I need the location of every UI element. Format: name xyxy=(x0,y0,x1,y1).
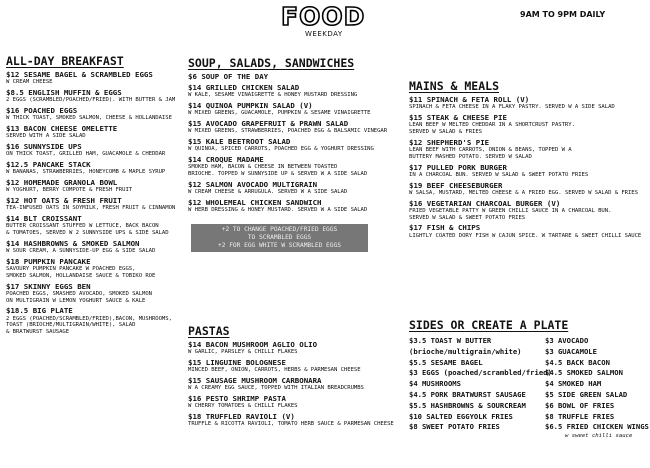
menu-item-name: $12 HOT OATS & FRESH FRUIT xyxy=(6,196,122,205)
menu-item xyxy=(6,239,184,255)
menu-item xyxy=(6,306,184,336)
menu-item xyxy=(409,199,647,222)
menu-item-description: W THICK TOAST, SMOKED SALMON, CHEESE & HOLLANDAISE xyxy=(6,115,172,122)
menu-item-description: SAVOURY PUMPKIN PANCAKE W POACHED EGGS, xyxy=(6,266,136,272)
menu-item xyxy=(6,282,184,305)
menu-item-name: $18 PUMPKIN PANCAKE xyxy=(6,256,91,266)
side-item: $5.5 HASHBROWNS & SOURCREAM xyxy=(409,400,526,410)
side-item: $6 BOWL OF FRIES xyxy=(545,400,615,410)
menu-item-name: $16 POACHED EGGS xyxy=(6,106,78,115)
side-item: $4.5 BACK BACON xyxy=(545,357,610,367)
menu-item-description: W CREAM CHEESE xyxy=(6,79,53,86)
menu-item-description: W QUINOA, SPICED CARROTS, POACHED EGG & YOGHURT DRESSING xyxy=(188,146,374,153)
menu-item xyxy=(6,70,184,86)
menu-item-name: $17 FISH & CHIPS xyxy=(409,223,481,233)
side-item: $4.5 PORK BRATWURST SAUSAGE xyxy=(409,389,526,399)
menu-item xyxy=(188,83,403,99)
menu-item-name: $13 BACON CHEESE OMELETTE xyxy=(6,124,118,133)
side-item: $4.5 SMOKED SALMON xyxy=(545,368,623,378)
menu-item-name: $14 BACON MUSHROOM AGLIO OLIO xyxy=(188,340,318,349)
menu-item-description: W MIXED GREENS, STRAWBERRIES, POACHED EGG & BALSAMIC VINEGAR xyxy=(188,128,388,135)
menu-item-name: $15 AVOCADO GRAPEFRUIT & PRAWN SALAD xyxy=(188,119,349,129)
side-item: $8 TRUFFLE FRIES xyxy=(545,411,615,421)
side-item: $5.5 SESAME BAGEL xyxy=(409,357,483,367)
menu-item-description: POACHED EGGS, SMASHED AVOCADO, SMOKED SALMON xyxy=(6,290,152,297)
menu-item xyxy=(6,88,184,104)
side-item: $6.5 FRIED CHICKEN WINGS xyxy=(545,422,649,432)
menu-item-name: $19 BEEF CHEESEBURGER xyxy=(409,180,503,190)
menu-item xyxy=(188,72,403,81)
menu-item-name: $17 PULLED PORK BURGER xyxy=(409,162,507,172)
menu-item-description: IN A CHARCOAL BUN. SERVED W SALAD & SWEET POTATO FRIES xyxy=(409,171,589,178)
menu-item-name: $14 CROQUE MADAME xyxy=(188,155,264,165)
side-item: (brioche/multigrain/white) xyxy=(409,346,522,356)
menu-item xyxy=(188,376,403,392)
menu-item-name: $16 PESTO SHRIMP PASTA xyxy=(188,394,286,403)
menu-item xyxy=(188,101,403,117)
menu-item-name: $14 BLT CROISSANT xyxy=(6,214,82,223)
section-title-pastas: PASTAS xyxy=(188,324,230,338)
menu-item-description: SMOKED SALMON, HOLLANDAISE SAUCE & TOBIKO ROE xyxy=(6,272,156,279)
menu-item xyxy=(188,119,403,135)
menu-item-name: $14 QUINOA PUMPKIN SALAD (V) xyxy=(188,101,313,111)
menu-item-name: $12 SESAME BAGEL & SCRAMBLED EGGS xyxy=(6,70,153,79)
menu-item xyxy=(6,257,184,280)
menu-item-description: BRIOCHE. TOPPED W SUNNYSIDE UP & SERVED W A SIDE SALAD xyxy=(188,171,368,178)
menu-item-name: $18.5 BIG PLATE xyxy=(6,306,73,316)
menu-item xyxy=(6,214,184,237)
menu-item xyxy=(6,196,184,212)
menu-item xyxy=(409,138,647,161)
menu-item-description: SMOKED HAM, BACON & CHEESE IN BETWEEN TOASTED xyxy=(188,164,338,171)
menu-item-description: BUTTERY MASHED POTATO. SERVED W SALAD xyxy=(409,153,532,160)
menu-item-name: $14 GRILLED CHICKEN SALAD xyxy=(188,83,300,93)
menu-item-name: $12.5 PANCAKE STACK xyxy=(6,160,91,169)
menu-item xyxy=(6,124,184,140)
menu-item-description: W GARLIC, PARSLEY & CHILLI FLAKES xyxy=(188,349,298,356)
side-item: $5 SIDE GREEN SALAD xyxy=(545,389,628,399)
menu-item xyxy=(188,394,403,410)
menu-item-name: $14 HASHBROWNS & SMOKED SALMON xyxy=(6,238,140,248)
menu-item-name: $15 LINGUINE BOLOGNESE xyxy=(188,358,286,367)
menu-item-name: $15 SAUSAGE MUSHROOM CARBONARA xyxy=(188,376,322,385)
section-title-soup-salads: SOUP, SALADS, SANDWICHES xyxy=(188,56,355,70)
menu-item-description: ON THICK TOAST, GRILLED HAM, GUACAMOLE & CHEDDAR xyxy=(6,151,166,158)
side-item: $10 SALTED EGGYOLK FRIES xyxy=(409,411,513,421)
menu-item-description: LIGHTLY COATED DORY FISH W CAJUN SPICE. W TARTARE & SWEET CHILLI SAUCE xyxy=(409,232,642,239)
menu-item-description: & TOMATOES, SERVED W 2 SUNNYSIDE UPS & SIDE SALAD xyxy=(6,230,169,236)
sides-left-list xyxy=(409,336,552,433)
side-item: $4 SMOKED HAM xyxy=(545,379,602,389)
note-line: TO SCRAMBLED EGGS xyxy=(247,234,312,241)
side-item: $8 SWEET POTATO FRIES xyxy=(409,422,500,432)
section-title-sides: SIDES OR CREATE A PLATE xyxy=(409,318,569,332)
menu-item-description: 2 EGGS (SCRAMBLED/POACHED/FRIED). WITH BUTTER & JAM xyxy=(6,97,176,104)
menu-item-description: LEAN BEEF W MELTED CHEDDAR IN A SHORTCRUST PASTRY. xyxy=(409,122,575,129)
menu-item-name: $16 VEGETARIAN CHARCOAL BURGER (V) xyxy=(409,198,561,208)
page-subtitle: WEEKDAY xyxy=(305,30,343,38)
menu-item-description: W SALSA, MUSTARD, MELTED CHEESE & A FRIED EGG. SERVED W SALAD & FRIES xyxy=(409,189,638,196)
menu-item-name: $12 SALMON AVOCADO MULTIGRAIN xyxy=(188,180,318,189)
menu-item xyxy=(409,95,647,111)
menu-item-description: W HERB DRESSING & HONEY MUSTARD. SERVED W A SIDE SALAD xyxy=(188,207,368,214)
menu-item-description: BUTTER CROISSANT STUFFED W LETTUCE, BACK BACON xyxy=(6,223,159,230)
menu-item-description: W MIXED GREENS, GUACAMOLE, PUMPKIN & SESAME VINAIGRETTE xyxy=(188,110,371,117)
menu-item-description: W YOGHURT, BERRY COMPOTE & FRESH FRUIT xyxy=(6,187,133,194)
section-title-mains: MAINS & MEALS xyxy=(409,79,500,93)
menu-item xyxy=(188,137,403,153)
menu-item-description: SERVED W SALAD & FRIES xyxy=(409,129,482,135)
menu-item-description: W A CREAMY EGG SAUCE, TOPPED WITH ITALIAN BREADCRUMBS xyxy=(188,385,364,392)
menu-item-description: & BRATWURST SAUSAGE xyxy=(6,329,70,336)
menu-item-name: $17 SKINNY EGGS BEN xyxy=(6,281,91,291)
menu-item-description: SERVED WITH A SIDE SALAD xyxy=(6,133,86,140)
menu-item-name: $12 HOMEMADE GRANOLA BOWL xyxy=(6,178,118,187)
menu-item-name: $6 SOUP OF THE DAY xyxy=(188,72,269,81)
menu-item xyxy=(188,155,403,178)
menu-item-description: TRUFFLE & RICOTTA RAVIOLI, TOMATO HERB SAUCE & PARMESAN CHEESE xyxy=(188,421,394,428)
side-item: $4 MUSHROOMS xyxy=(409,379,461,389)
menu-item-description: LEAN BEEF WITH CARROTS, ONION & BEANS, TOPPED W A xyxy=(409,147,572,153)
menu-item-description: W BANANAS, STRAWBERRIES, HONEYCOMB & MAPLE SYRUP xyxy=(6,169,166,176)
side-item: $3 AVOCADO xyxy=(545,336,589,345)
opening-hours: 9AM TO 9PM DAILY xyxy=(520,10,606,19)
side-item-note: w sweet chilli sauce xyxy=(565,433,633,440)
menu-item-name: $12 SHEPHERD'S PIE xyxy=(409,137,490,147)
menu-item xyxy=(188,180,403,196)
menu-item-name: $15 KALE BEETROOT SALAD xyxy=(188,137,291,147)
menu-item-description: SPINACH & FETA CHEESE IN A FLAKY PASTRY. SERVED W A SIDE SALAD xyxy=(409,104,615,111)
menu-item xyxy=(188,198,403,214)
menu-item-description: W KALE, SESAME VINAIGRETTE & HONEY MUSTARD DRESSING xyxy=(188,92,358,99)
menu-item-name: $11 SPINACH & FETA ROLL (V) xyxy=(409,95,530,104)
section-title-breakfast: ALL-DAY BREAKFAST xyxy=(6,54,124,68)
menu-item-name: $15 STEAK & CHEESE PIE xyxy=(409,113,507,122)
note-line: +2 TO CHANGE POACHED/FRIED EGGS xyxy=(221,226,338,233)
menu-item-description: MINCED BEEF, ONION, CARROTS, HERBS & PARMESAN CHEESE xyxy=(188,367,361,374)
page-title: FOOD xyxy=(281,2,366,31)
menu-item-description: W CREAM CHEESE & ARRUGULA. SERVED W A SIDE SALAD xyxy=(188,189,348,196)
menu-item xyxy=(6,142,184,158)
menu-item xyxy=(6,106,184,122)
menu-item-description: TOAST (BRIOCHE/MULTIGRAIN/WHITE), SALAD xyxy=(6,322,136,329)
menu-item xyxy=(409,113,647,136)
pastas-column xyxy=(188,324,403,428)
menu-item xyxy=(409,181,647,197)
menu-item-name: $8.5 ENGLISH MUFFIN & EGGS xyxy=(6,88,122,97)
menu-item-name: $18 TRUFFLED RAVIOLI (V) xyxy=(188,412,295,421)
menu-item-name: $16 SUNNYSIDE UPS xyxy=(6,142,82,151)
menu-item xyxy=(188,358,403,374)
menu-item-description: W CHERRY TOMATOES & CHILLI FLAKES xyxy=(188,403,298,410)
side-item: $3 EGGS (poached/scrambled/fried) xyxy=(409,368,552,378)
menu-item xyxy=(188,340,403,356)
menu-item-description: SERVED W SALAD & SWEET POTATO FRIES xyxy=(409,214,526,221)
menu-item-description: W SOUR CREAM, A SUNNYSIDE-UP EGG & SIDE SALAD xyxy=(6,248,156,254)
egg-upgrade-note xyxy=(191,224,368,252)
side-item: $3 GUACAMOLE xyxy=(545,346,597,356)
menu-item xyxy=(409,223,647,239)
sides-section xyxy=(409,318,649,440)
breakfast-column xyxy=(6,54,184,336)
soup-salads-column xyxy=(188,56,403,252)
mains-column xyxy=(409,79,647,239)
menu-item-description: ON MULTIGRAIN W LEMON YOGHURT SAUCE & KALE xyxy=(6,297,146,304)
menu-item-description: 2 EGGS (POACHED/SCRAMBLED/FRIED),BACON, MUSHROOMS, xyxy=(6,315,172,322)
sides-right-list xyxy=(545,336,649,439)
menu-item-name: $12 WHOLEMEAL CHICKEN SANDWICH xyxy=(188,198,322,207)
menu-item xyxy=(409,163,647,179)
menu-item xyxy=(6,160,184,176)
side-item: $3.5 TOAST W BUTTER xyxy=(409,336,492,345)
menu-item xyxy=(6,178,184,194)
menu-item-description: FRIED VEGETABLE PATTY W GREEN CHILLI SAUCE IN A CHARCOAL BUN. xyxy=(409,207,612,214)
note-line: +2 FOR EGG WHITE W SCRAMBLED EGGS xyxy=(218,242,341,249)
menu-item-description: TEA-INFUSED OATS IN SOYMILK, FRESH FRUIT & CINNAMON xyxy=(6,205,176,212)
menu-item xyxy=(188,412,403,428)
